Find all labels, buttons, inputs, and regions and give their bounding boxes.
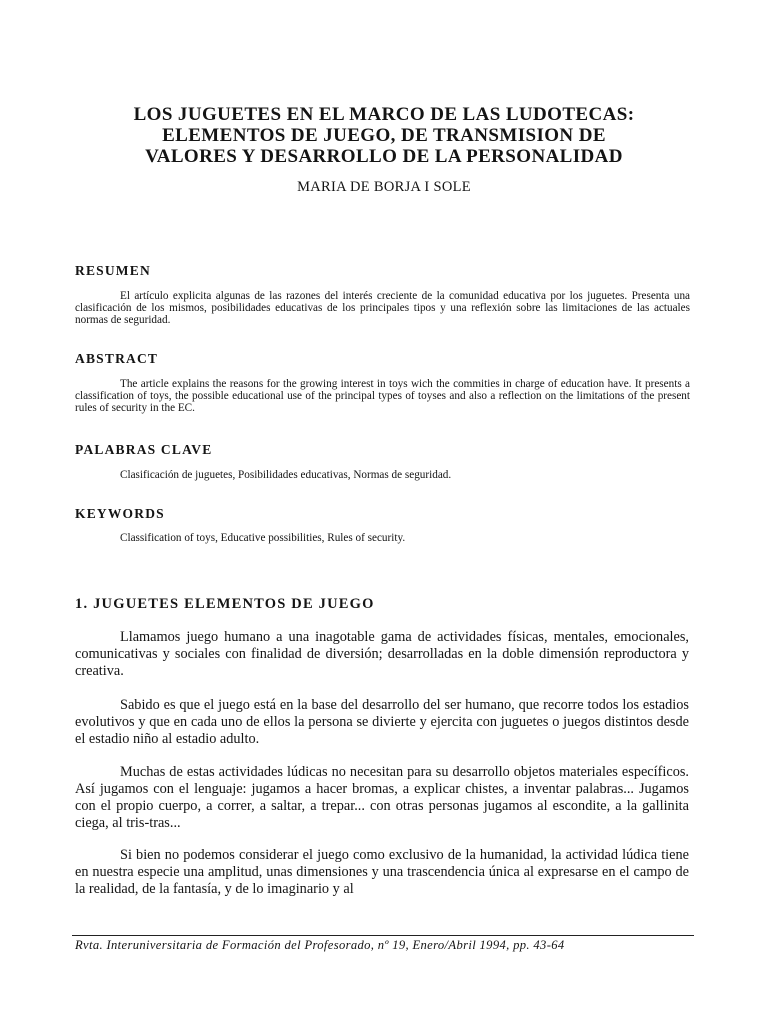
keywords-heading: KEYWORDS bbox=[75, 506, 165, 521]
keywords-text: Classification of toys, Educative possibilities, Rules of security. bbox=[120, 532, 406, 544]
section-1-heading: 1. JUGUETES ELEMENTOS DE JUEGO bbox=[75, 596, 375, 612]
section-1-paragraph: Sabido es que el juego está en la base del desarrollo del ser humano, que recorre todos los estadios evolutivos y que en cada uno de ellos la persona se divierte y ejercita con juguetes o juegos distintos desde el estadio niño al estadio adulto. bbox=[75, 697, 689, 747]
article-author: MARIA DE BORJA I SOLE bbox=[297, 179, 471, 195]
article-title bbox=[60, 104, 708, 167]
journal-footer: Rvta. Interuniversitaria de Formación del Profesorado, nº 19, Enero/Abril 1994, pp. 43-64 bbox=[75, 938, 565, 952]
section-1-paragraph: Muchas de estas actividades lúdicas no necesitan para su desarrollo objetos materiales específicos. Así jugamos con el lenguaje: jugamos a hacer bromas, a explicar chistes, a inventar palabras... Jugamos con el propio cuerpo, a correr, a saltar, a trepar... con otras personas jugamos al escondite, a la gallinita ciega, al tris-tras... bbox=[75, 764, 689, 831]
palabras-clave-heading: PALABRAS CLAVE bbox=[75, 442, 213, 457]
footer-divider bbox=[72, 935, 694, 936]
abstract-text: The article explains the reasons for the growing interest in toys wich the commities in charge of education have. It presents a classification of toys, the possible educational use of the principal types of toyses and also a reflection on the limitations of the present rules of security in the EC. bbox=[75, 378, 690, 414]
resumen-heading: RESUMEN bbox=[75, 263, 151, 278]
abstract-heading: ABSTRACT bbox=[75, 351, 159, 366]
article-title-line-2: ELEMENTOS DE JUEGO, DE TRANSMISION DE bbox=[162, 125, 606, 146]
section-1-paragraph: Llamamos juego humano a una inagotable gama de actividades físicas, mentales, emocionales, comunicativas y sociales con finalidad de diversión; desarrolladas en la doble dimensión reproductora y creativa. bbox=[75, 629, 689, 679]
palabras-clave-text: Clasificación de juguetes, Posibilidades educativas, Normas de seguridad. bbox=[120, 469, 452, 481]
article-title-line-1: LOS JUGUETES EN EL MARCO DE LAS LUDOTECAS: bbox=[133, 104, 635, 125]
article-title-line-3: VALORES Y DESARROLLO DE LA PERSONALIDAD bbox=[145, 146, 623, 167]
resumen-text: El artículo explicita algunas de las razones del interés creciente de la comunidad educativa por los juguetes. Presenta una clasificación de los mismos, posibilidades educativas de los principales tipos y una reflexión sobre las limitaciones de las actuales normas de seguridad. bbox=[75, 290, 690, 326]
section-1-paragraph: Si bien no podemos considerar el juego como exclusivo de la humanidad, la actividad lúdica tiene en nuestra especie una amplitud, unas dimensiones y una trascendencia única al expresarse en el campo de la realidad, de la fantasía, y de lo imaginario y al bbox=[75, 847, 689, 897]
